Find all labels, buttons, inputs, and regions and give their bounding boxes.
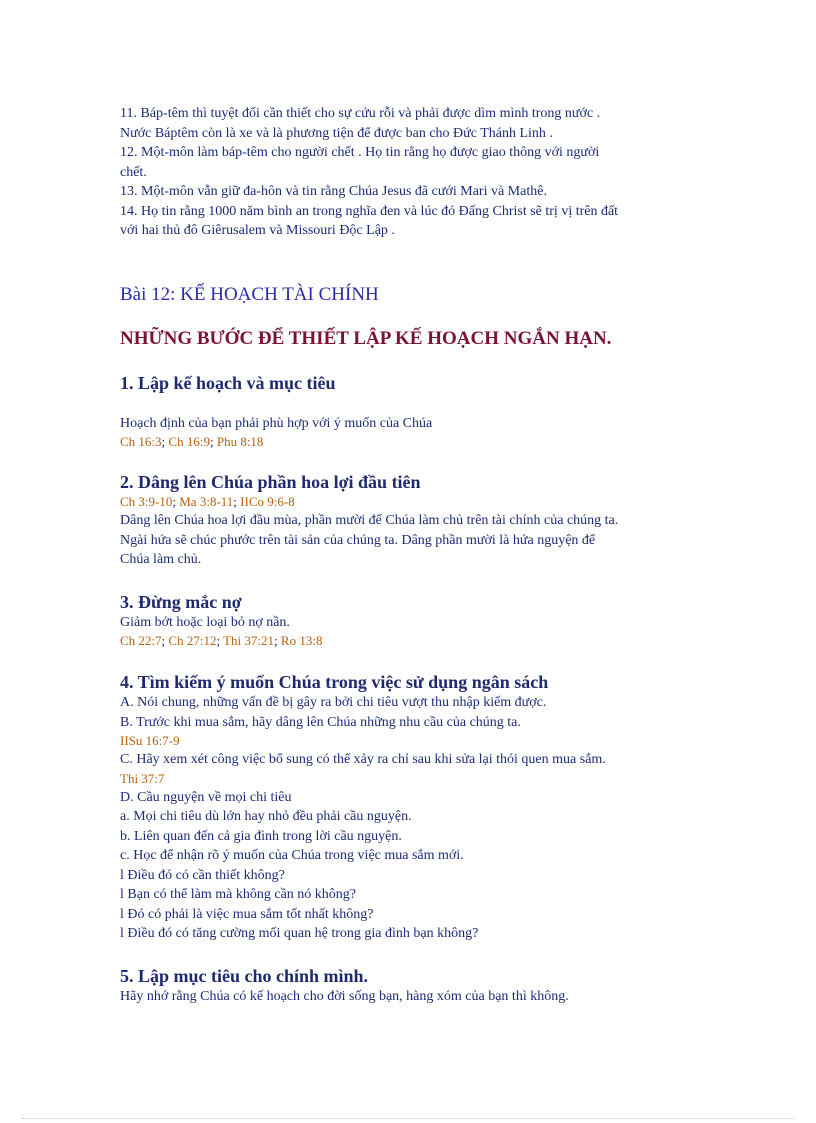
section-body-line: Dâng lên Chúa hoa lợi đầu mùa, phần mười để Chúa làm chủ trên tài chính của chúng ta.: [120, 513, 619, 528]
intro-line: 11. Báp-têm thì tuyệt đối cần thiết cho sự cứu rỗi và phải được dìm mình trong nước .: [120, 106, 601, 121]
section-body-line: Giảm bớt hoặc loại bỏ nợ nần.: [120, 614, 290, 630]
scripture-reference: Thi 37:21: [223, 633, 275, 648]
section-heading: 5. Lập mục tiêu cho chính mình.: [120, 965, 369, 986]
section-body-line: Hãy nhớ rằng Chúa có kế hoạch cho đời sống bạn, hàng xóm của bạn thì không.: [120, 988, 569, 1004]
scripture-reference: IISu 16:7-9: [120, 733, 180, 748]
lesson-title: Bài 12: KẾ HOẠCH TÀI CHÍNH: [120, 283, 379, 305]
question-item: l Điều đó có cần thiết không?: [120, 867, 285, 883]
scripture-reference: Phu 8:18: [216, 434, 264, 449]
section-1: [120, 372, 700, 452]
section-body-line: C. Hãy xem xét công việc bổ sung có thể xảy ra chỉ sau khi sửa lại thói quen mua sắm.: [120, 752, 606, 767]
section-3: [120, 591, 700, 651]
intro-block: [120, 104, 700, 241]
scripture-reference: Ch 16:9: [168, 434, 210, 449]
scripture-reference: IICo 9:6-8: [240, 494, 295, 509]
section-heading: 2. Dâng lên Chúa phần hoa lợi đầu tiên: [120, 472, 421, 492]
document-page: [120, 104, 700, 1006]
scripture-reference: Ch 16:3: [120, 434, 162, 449]
scripture-reference: Ch 3:9-10: [120, 494, 173, 509]
intro-line: 14. Họ tin rằng 1000 năm bình an trong nghĩa đen và lúc đó Đấng Christ sẽ trị vị trên đất: [120, 203, 619, 219]
scripture-reference: Ch 27:12: [168, 633, 217, 648]
scripture-reference: Ch 22:7: [120, 633, 162, 648]
section-body-line: Hoạch định của bạn phải phù hợp với ý muốn của Chúa: [120, 415, 433, 431]
section-4: [120, 671, 700, 944]
section-body-line: A. Nói chung, những vấn đề bị gây ra bởi chi tiêu vượt thu nhập kiếm được.: [120, 695, 547, 710]
intro-line: với hai thủ đô Giêrusalem và Missouri Độc Lập .: [120, 223, 395, 238]
main-title: NHỮNG BƯỚC ĐỂ THIẾT LẬP KẾ HOẠCH NGẮN HẠN.: [120, 327, 612, 349]
scripture-references: Ch 3:9-10; Ma 3:8-11; IICo 9:6-8: [120, 494, 295, 509]
question-item: l Đó có phải là việc mua sắm tốt nhất không?: [120, 906, 374, 922]
section-body-line: Ngài hứa sẽ chúc phước trên tài sản của chúng ta. Dâng phần mười là hứa nguyện để: [120, 532, 596, 548]
section-heading: 1. Lập kế hoạch và mục tiêu: [120, 372, 336, 393]
scripture-reference: Thi 37:7: [120, 770, 165, 786]
intro-line: 13. Một-môn vẫn giữ đa-hôn và tin rằng Chúa Jesus đã cưới Mari và Mathê.: [120, 184, 547, 199]
intro-line: 12. Một-môn làm báp-têm cho người chết . Họ tin rằng họ được giao thông với người: [120, 145, 600, 160]
section-heading: 3. Đừng mắc nợ: [120, 591, 242, 612]
sub-item: c. Học để nhận rõ ý muốn của Chúa trong việc mua sắm mới.: [120, 848, 464, 863]
page-bottom-divider: [22, 1118, 794, 1119]
sub-item: a. Mọi chi tiêu dù lớn hay nhỏ đều phải cầu nguyện.: [120, 809, 412, 824]
section-body-line: B. Trước khi mua sắm, hãy dâng lên Chúa những nhu cầu của chúng ta.: [120, 714, 521, 730]
section-body-line: Chúa làm chủ.: [120, 552, 202, 567]
section-body-line: D. Cầu nguyện về mọi chi tiêu: [120, 789, 292, 805]
scripture-references: Ch 22:7; Ch 27:12; Thi 37:21; Ro 13:8: [120, 633, 323, 648]
scripture-reference: Ro 13:8: [280, 633, 323, 648]
intro-line: Nước Báptêm còn là xe và là phương tiện để được ban cho Đức Thánh Linh .: [120, 125, 553, 141]
scripture-references: Ch 16:3; Ch 16:9; Phu 8:18: [120, 434, 264, 449]
section-heading: 4. Tìm kiếm ý muốn Chúa trong việc sử dụng ngân sách: [120, 672, 549, 692]
question-item: l Bạn có thể làm mà không cần nó không?: [120, 887, 356, 902]
sub-item: b. Liên quan đến cả gia đình trong lời cầu nguyện.: [120, 828, 402, 844]
scripture-reference: Ma 3:8-11: [179, 494, 234, 509]
intro-line: chết.: [120, 164, 147, 180]
question-item: l Điều đó có tăng cường mối quan hệ trong gia đình bạn không?: [120, 926, 479, 941]
section-2: [120, 471, 700, 570]
section-5: [120, 965, 700, 1007]
